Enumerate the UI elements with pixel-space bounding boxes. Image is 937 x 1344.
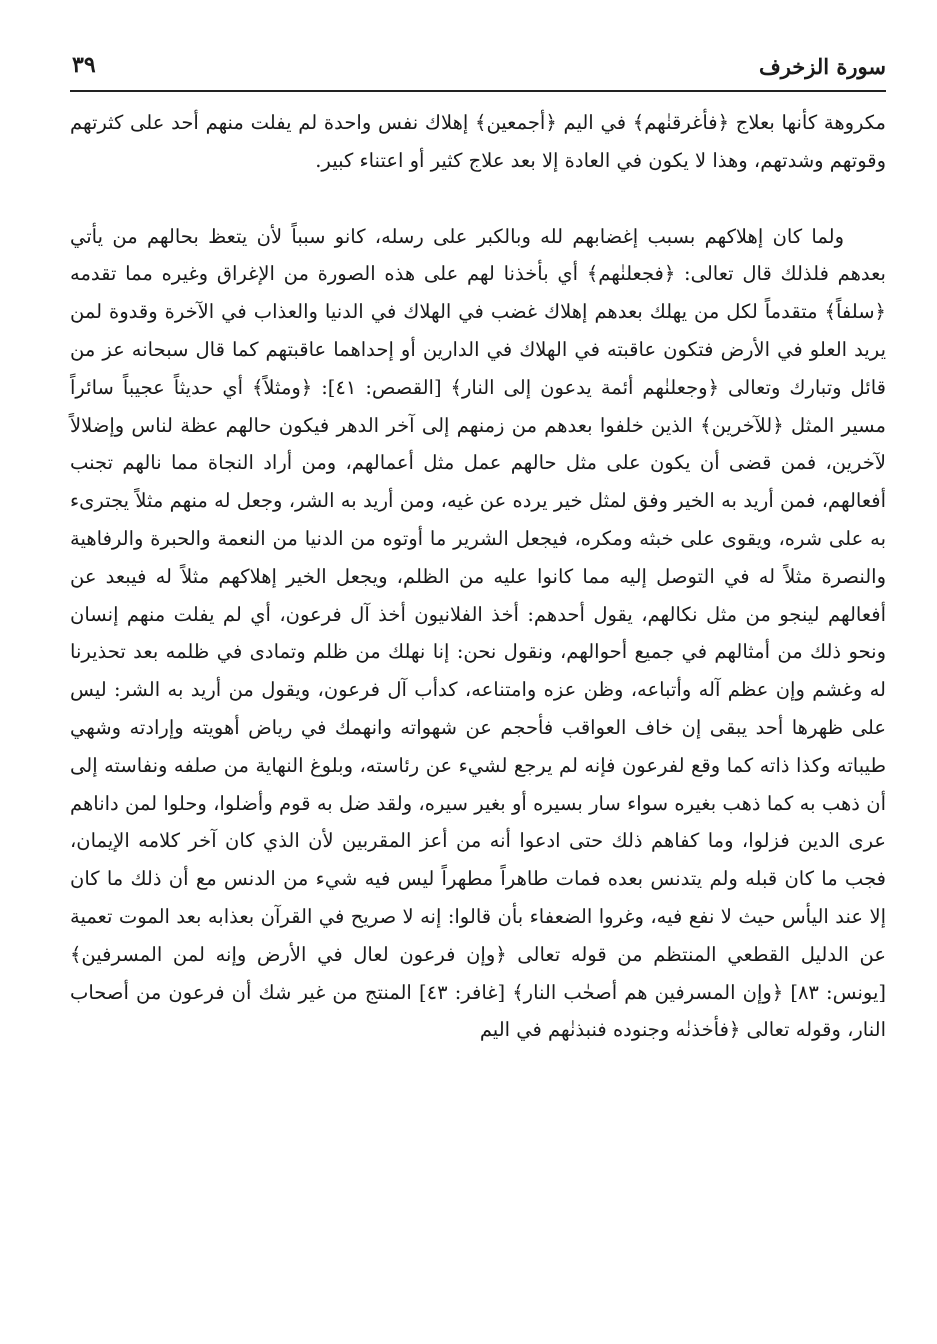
paragraph-1: مكروهة كأنها بعلاج ﴿فأغرقنٰهم﴾ في اليم ﴿أجمعين﴾ إهلاك نفس واحدة لم يفلت منهم أحد على كثرتهم وقوتهم وشدتهم، وهذا لا يكون في العادة إلا بعد علاج كثير أو اعتناء كبير.: [70, 111, 886, 172]
paragraph-2: ولما كان إهلاكهم بسبب إغضابهم لله وبالكبر على رسله، كانو سبباً لأن يتعظ بحالهم من يأتي بعدهم فلذلك قال تعالى: ﴿فجعلنٰهم﴾ أي بأخذنا لهم على هذه الصورة من الإغراق وغيره مما تقدمه ﴿سلفاً﴾ متقدماً لكل من يهلك بعدهم إهلاك غضب في الهلاك في الدنيا والعذاب في الآخرة وقدوة لمن يريد العلو في الأرض فتكون عاقبته في الهلاك في الدارين أو إحداهما عاقبتهم كما قال سبحانه عز من قائل وتبارك وتعالى ﴿وجعلنٰهم أئمة يدعون إلى النار﴾ [القصص: ٤١]: ﴿ومثلاً﴾ أي حديثاً عجيباً سائراً مسير المثل ﴿للآخرين﴾ الذين خلفوا بعدهم من زمنهم إلى آخر الدهر فيكون حالهم عظة لناس وإضلالاً لآخرين، فمن قضى أن يكون على مثل حالهم عمل مثل أعمالهم، ومن أراد النجاة مما نالهم تجنب أفعالهم، فمن أريد به الخير وفق لمثل خير يرده عن غيه، ومن أريد به الشر، وجعل له منهم مثلاً يجترىء به على شره، ويقوى على خبثه ومكره، فيجعل الشرير ما أوتوه من الدنيا من النعمة والحبرة والرفاهية والنصرة مثلاً له في التوصل إليه مما كانوا عليه من الظلم، ويجعل الخير إهلاكهم مثلاً له فيبعد عن أفعالهم لينجو من مثل نكالهم، يقول أحدهم: أخذ الفلانيون أخذ آل فرعون، أي لم يفلت منهم إنسان ونحو ذلك من أمثالهم في جميع أحوالهم، ونقول نحن: إنا نهلك من ظلم وتمادى في ظلمه بعد تحذيرنا له وغشم وإن عظم آله وأتباعه، وظن عزه وامتناعه، كدأب آل فرعون، ويقول من أريد به الشر: ليس على ظهرها أحد يبقى إن خاف العواقب فأحجم عن شهواته وانهمك في رياض أهويته وإرادته وشهي طيباته وكذا ذاته كما وقع لفرعون فإنه لم يرجع لشيء عن رئاسته، وبلوغ النهاية من صلفه ونفاسته إلى أن ذهب به كما ذهب بغيره سواء سار بسيره أو بغير سيره، ولقد ضل به قوم وأضلوا، وحلوا لمن داناهم عرى الدين فزلوا، وما كفاهم ذلك حتى ادعوا أنه من أعز المقربين لأن الذي كان آخر كلامه الإيمان، فجب ما كان قبله ولم يتدنس بعده فمات طاهراً مطهراً ليس فيه شيء من الدنس مع أن ذلك ما كان إلا عند اليأس حيث لا نفع فيه، وغروا الضعفاء بأن قالوا: إنه لا صريح في القرآن بعذابه بعد الموت تعمية عن الدليل القطعي المنتظم من قوله تعالى ﴿وإن فرعون لعال في الأرض وإنه لمن المسرفين﴾ [يونس: ٨٣] ﴿وإن المسرفين هم أصحٰب النار﴾ [غافر: ٤٣] المنتج من غير شك أن فرعون من أصحاب النار، وقوله تعالى ﴿فأخذنٰه وجنوده فنبذنٰهم في اليم: [70, 224, 887, 1042]
header-divider: [70, 90, 886, 92]
body-text: [70, 104, 886, 1049]
page-number: ٣٩: [72, 52, 96, 78]
running-header: [70, 44, 886, 84]
book-page: [70, 44, 887, 1042]
surah-title: سورة الزخرف: [758, 54, 886, 79]
